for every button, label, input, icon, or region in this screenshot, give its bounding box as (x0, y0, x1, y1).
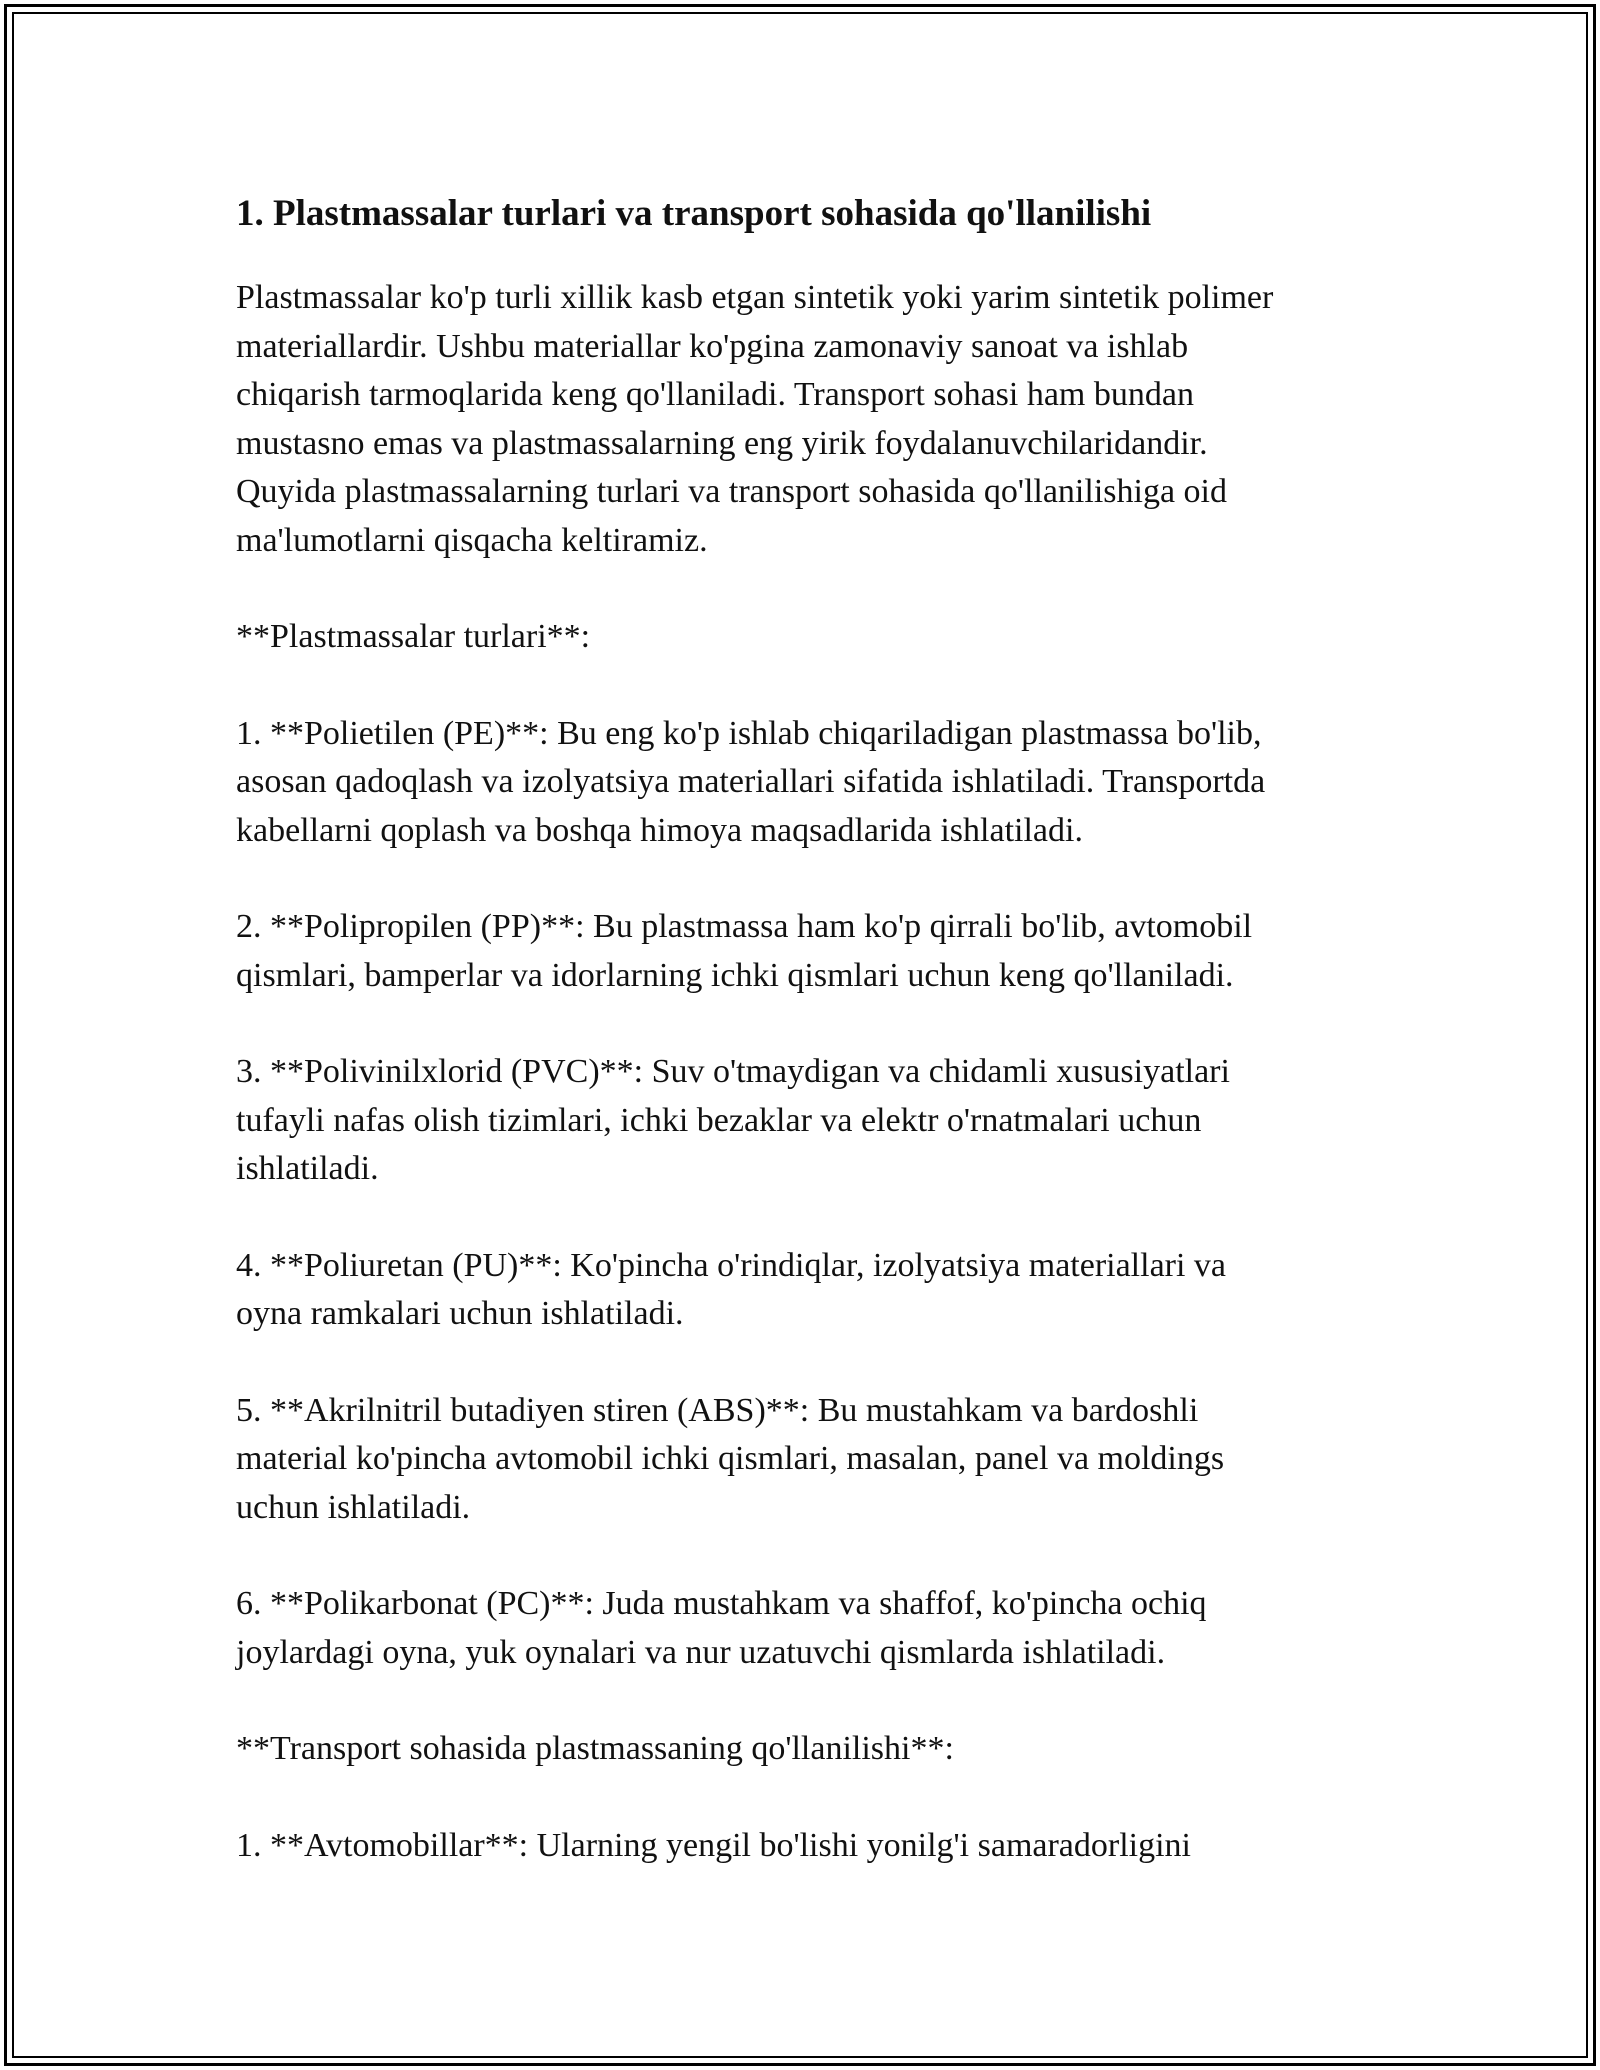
intro-paragraph: Plastmassalar ko'p turli xillik kasb etgan sintetik yoki yarim sintetik polimer materiallardir. Ushbu materiallar ko'pgina zamonaviy sanoat va ishlab chiqarish tarmoqlarida keng qo'llaniladi. Transport sohasi ham bundan mustasno emas va plastmassalarning eng yirik foydalanuvchilaridandir. Quyida plastmassalarning turlari va transport sohasida qo'llanilishiga oid ma'lumotlarni qisqacha keltiramiz. (236, 279, 1274, 559)
section-heading-plastic-types: **Plastmassalar turlari**: (236, 618, 591, 655)
list-item-abs: 5. **Akrilnitril butadiyen stiren (ABS)**: Bu mustahkam va bardoshli material ko'pincha avtomobil ichki qismlari, masalan, panel va moldings uchun ishlatiladi. (236, 1391, 1225, 1526)
list-item-polikarbonat: 6. **Polikarbonat (PC)**: Juda mustahkam va shaffof, ko'pincha ochiq joylardagi oyna, yuk oynalari va nur uzatuvchi qismlarda ishlatiladi. (236, 1585, 1207, 1671)
list-item-avtomobillar: 1. **Avtomobillar**: Ularning yengil bo'lishi yonilg'i samaradorligini (236, 1826, 1192, 1864)
list-item-poliuretan: 4. **Poliuretan (PU)**: Ko'pincha o'rindiqlar, izolyatsiya materiallari va oyna ramkalari uchun ishlatiladi. (236, 1246, 1227, 1332)
section-heading-transport-usage: **Transport sohasida plastmassaning qo'llanilishi**: (236, 1730, 954, 1767)
document-page (236, 190, 1386, 1918)
list-item-polietilen: 1. **Polietilen (PE)**: Bu eng ko'p ishlab chiqariladigan plastmassa bo'lib, asosan qadoqlash va izolyatsiya materiallari sifatida ishlatiladi. Transportda kabellarni qoplash va boshqa himoya maqsadlarida ishlatiladi. (236, 714, 1266, 849)
document-title: 1. Plastmassalar turlari va transport sohasida qo'llanilishi (236, 193, 1152, 234)
list-item-polipropilen: 2. **Polipropilen (PP)**: Bu plastmassa ham ko'p qirrali bo'lib, avtomobil qismlari, bamperlar va idorlarning ichki qismlari uchun keng qo'llaniladi. (236, 908, 1253, 994)
list-item-polivinilxlorid: 3. **Polivinilxlorid (PVC)**: Suv o'tmaydigan va chidamli xususiyatlari tufayli nafas olish tizimlari, ichki bezaklar va elektr o'rnatmalari uchun ishlatiladi. (236, 1053, 1230, 1187)
